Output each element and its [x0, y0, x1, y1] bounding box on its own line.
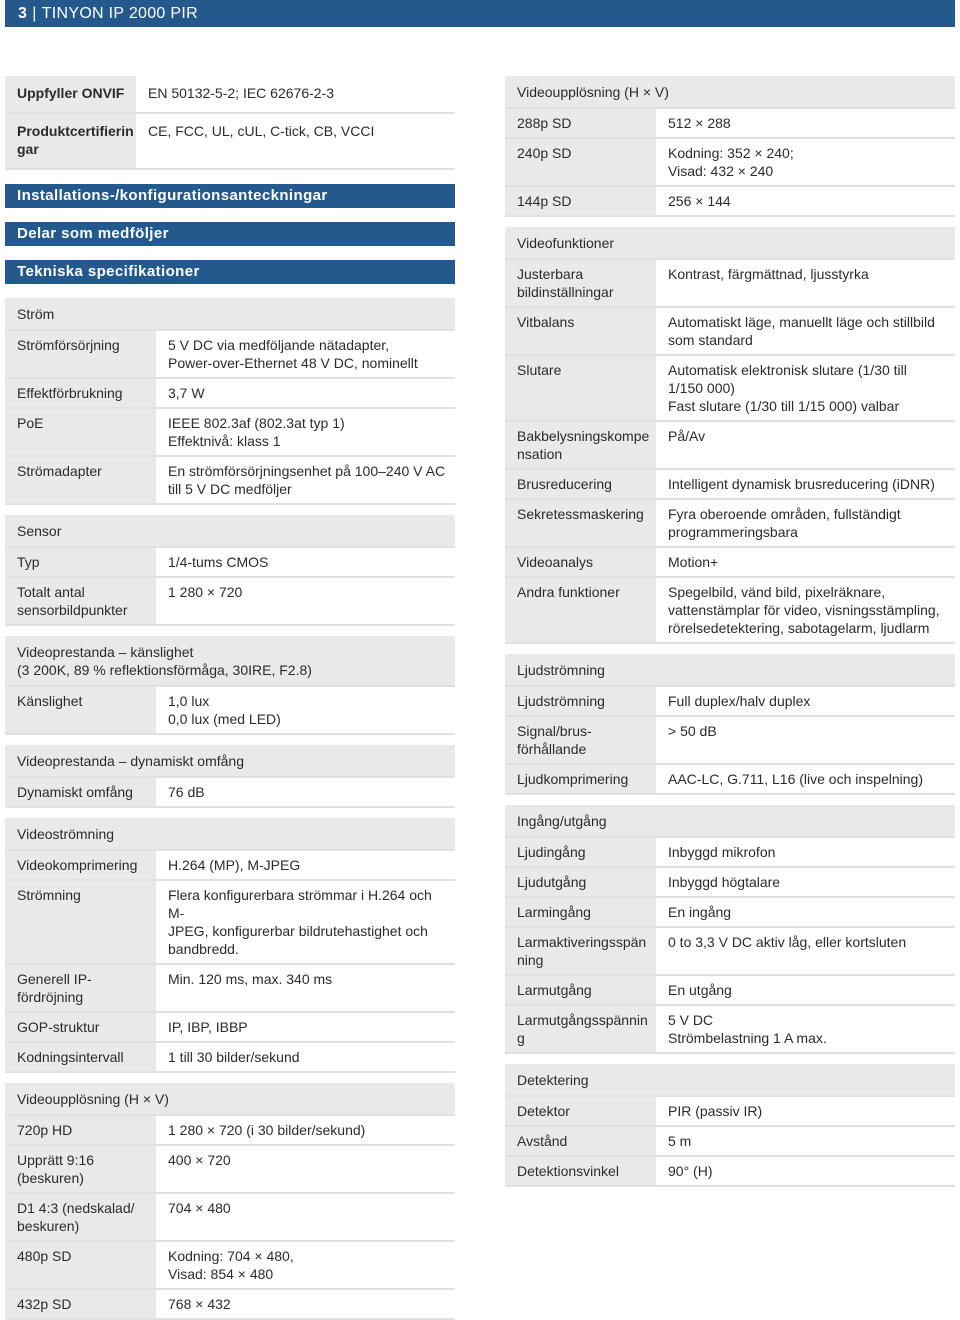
spec-row: [505, 1127, 955, 1157]
spec-value: 5 V DC via medföljande nätadapter, Power-over-Ethernet 48 V DC, nominellt: [168, 337, 418, 371]
spec-row: [505, 109, 955, 139]
spec-row: [5, 1116, 455, 1146]
section-bar: Tekniska specifikationer: [5, 260, 455, 284]
spec-label: 432p SD: [5, 1290, 156, 1318]
spec-row: [5, 379, 455, 409]
section-heading: Videoprestanda – dynamiskt omfång: [5, 745, 455, 778]
spec-label: Signal/brus- förhållande: [505, 717, 656, 763]
spec-row: [5, 1194, 455, 1242]
spec-row: [505, 1157, 955, 1187]
spec-label: Upprätt 9:16 (beskuren): [5, 1146, 156, 1192]
left-column: [5, 76, 455, 1320]
section-heading: Videoupplösning (H × V): [5, 1083, 455, 1116]
spec-label: GOP-struktur: [5, 1013, 156, 1041]
spec-value: EN 50132-5-2; IEC 62676-2-3: [148, 85, 334, 101]
spec-label: Andra funktioner: [505, 578, 656, 642]
header-separator: |: [32, 5, 37, 22]
spec-row: [5, 965, 455, 1013]
spec-value: 1 till 30 bilder/sekund: [168, 1049, 300, 1065]
spec-value: 1 280 × 720 (i 30 bilder/sekund): [168, 1122, 366, 1138]
spec-label: 720p HD: [5, 1116, 156, 1144]
spec-value: Fyra oberoende områden, fullständigt programmeringsbara: [668, 506, 901, 540]
spec-label: Strömning: [5, 881, 156, 963]
spec-label: Strömadapter: [5, 457, 156, 503]
spec-value: 76 dB: [168, 784, 205, 800]
spec-value: > 50 dB: [668, 723, 717, 739]
spec-label: Vitbalans: [505, 308, 656, 354]
spec-value: På/Av: [668, 428, 706, 444]
spec-label: 480p SD: [5, 1242, 156, 1288]
spec-row: [5, 548, 455, 578]
spec-row: [5, 881, 455, 965]
spec-value: Spegelbild, vänd bild, pixelräknare, vattenstämplar för video, visningsstämpling, rörelsedetektering, sabotagelarm, ljudlarm: [668, 584, 940, 636]
section-heading: Ljudströmning: [505, 654, 955, 687]
spec-row: [505, 422, 955, 470]
spec-value: Kodning: 704 × 480, Visad: 854 × 480: [168, 1248, 294, 1282]
spec-value: Min. 120 ms, max. 340 ms: [168, 971, 333, 987]
spec-label: 288p SD: [505, 109, 656, 137]
spec-value: 768 × 432: [168, 1296, 231, 1312]
section-bar: Delar som medföljer: [5, 222, 455, 246]
spec-label: Detektionsvinkel: [505, 1157, 656, 1185]
spec-label: Kodningsintervall: [5, 1043, 156, 1071]
spec-value: 1 280 × 720: [168, 584, 243, 600]
spec-value: H.264 (MP), M-JPEG: [168, 857, 301, 873]
spec-label: Avstånd: [505, 1127, 656, 1155]
spec-label: Generell IP- fördröjning: [5, 965, 156, 1011]
spec-row: [5, 457, 455, 505]
spec-value: 5 V DC Strömbelastning 1 A max.: [668, 1012, 827, 1046]
spec-value: Kodning: 352 × 240; Visad: 432 × 240: [668, 145, 794, 179]
spec-row: [5, 1013, 455, 1043]
spacer: [5, 284, 455, 298]
section-heading: Videoprestanda – känslighet (3 200K, 89 % reflektionsförmåga, 30IRE, F2.8): [5, 636, 455, 687]
spec-value: AAC-LC, G.711, L16 (live och inspelning): [668, 771, 923, 787]
spec-label: Totalt antal sensorbildpunkter: [5, 578, 156, 624]
spec-value: 90° (H): [668, 1163, 713, 1179]
section-heading: Sensor: [5, 515, 455, 548]
spec-row: [505, 187, 955, 217]
spec-row: [505, 1006, 955, 1054]
spec-label: Slutare: [505, 356, 656, 420]
spec-value: 3,7 W: [168, 385, 205, 401]
spec-label: Produktcertifierin gar: [5, 114, 136, 168]
spec-row: [5, 1242, 455, 1290]
spec-row: [505, 139, 955, 187]
spec-label: Uppfyller ONVIF: [5, 76, 136, 112]
section-heading: Videoupplösning (H × V): [505, 76, 955, 109]
spec-row: [5, 578, 455, 626]
spec-row: [505, 838, 955, 868]
spec-row: [5, 687, 455, 735]
spec-value: Kontrast, färgmättnad, ljusstyrka: [668, 266, 869, 282]
spec-value: 256 × 144: [668, 193, 731, 209]
spec-row: [505, 548, 955, 578]
spec-row: [505, 928, 955, 976]
spec-label: Ljudutgång: [505, 868, 656, 896]
spec-label: Larmaktiveringsspän ning: [505, 928, 656, 974]
spec-label: Larmingång: [505, 898, 656, 926]
spec-row: [5, 114, 455, 170]
page-number: 3: [18, 5, 28, 22]
section-heading: Videofunktioner: [505, 227, 955, 260]
spec-value: Inbyggd mikrofon: [668, 844, 776, 860]
spec-label: Dynamiskt omfång: [5, 778, 156, 806]
spec-row: [505, 500, 955, 548]
spec-row: [5, 851, 455, 881]
spec-row: [505, 260, 955, 308]
spec-value: IP, IBP, IBBP: [168, 1019, 248, 1035]
spec-row: [505, 470, 955, 500]
spec-label: Brusreducering: [505, 470, 656, 498]
spec-label: Känslighet: [5, 687, 156, 733]
spec-value: En utgång: [668, 982, 732, 998]
spec-row: [505, 868, 955, 898]
spec-row: [505, 687, 955, 717]
spec-row: [505, 308, 955, 356]
spec-row: [505, 1097, 955, 1127]
spec-value: 512 × 288: [668, 115, 731, 131]
spec-value: En strömförsörjningsenhet på 100–240 V AC till 5 V DC medföljer: [168, 463, 446, 497]
spec-label: Typ: [5, 548, 156, 576]
spec-label: Bakbelysningskompe nsation: [505, 422, 656, 468]
spec-label: Ljudkomprimering: [505, 765, 656, 793]
spec-label: Sekretessmaskering: [505, 500, 656, 546]
spec-label: 144p SD: [505, 187, 656, 215]
spec-value: 1/4-tums CMOS: [168, 554, 269, 570]
spec-value: 1,0 lux 0,0 lux (med LED): [168, 693, 281, 727]
spec-label: Ljudingång: [505, 838, 656, 866]
section-heading: Ström: [5, 298, 455, 331]
spec-row: [505, 976, 955, 1006]
spec-label: 240p SD: [505, 139, 656, 185]
spec-label: Videokomprimering: [5, 851, 156, 879]
spec-label: PoE: [5, 409, 156, 455]
section-bar: Installations-/konfigurationsanteckningar: [5, 184, 455, 208]
spec-value: 5 m: [668, 1133, 692, 1149]
spec-value: 0 to 3,3 V DC aktiv låg, eller kortsluten: [668, 934, 907, 950]
spec-value: Automatiskt läge, manuellt läge och stillbild som standard: [668, 314, 935, 348]
spec-label: Videoanalys: [505, 548, 656, 576]
spec-row: [505, 898, 955, 928]
spec-label: Ljudströmning: [505, 687, 656, 715]
spec-row: [5, 778, 455, 808]
spec-value: Inbyggd högtalare: [668, 874, 781, 890]
spec-value: Full duplex/halv duplex: [668, 693, 811, 709]
spec-row: [5, 331, 455, 379]
spec-row: [505, 578, 955, 644]
spec-label: Strömförsörjning: [5, 331, 156, 377]
section-heading: Videoströmning: [5, 818, 455, 851]
spec-value: PIR (passiv IR): [668, 1103, 763, 1119]
page-header: [5, 0, 955, 27]
spec-value: En ingång: [668, 904, 732, 920]
spec-value: Motion+: [668, 554, 719, 570]
spec-row: [5, 409, 455, 457]
spec-row: [5, 76, 455, 114]
spec-value: 704 × 480: [168, 1200, 231, 1216]
spec-row: [505, 765, 955, 795]
section-heading: Ingång/utgång: [505, 805, 955, 838]
spec-value: IEEE 802.3af (802.3at typ 1) Effektnivå: klass 1: [168, 415, 345, 449]
section-heading: Detektering: [505, 1064, 955, 1097]
spec-value: Flera konfigurerbara strömmar i H.264 och M- JPEG, konfigurerbar bildrutehastighet och bandbredd.: [168, 887, 432, 957]
spec-value: 400 × 720: [168, 1152, 231, 1168]
spec-label: Justerbara bildinställningar: [505, 260, 656, 306]
spec-label: Larmutgång: [505, 976, 656, 1004]
spec-value: Automatisk elektronisk slutare (1/30 till 1/150 000) Fast slutare (1/30 till 1/15 000) valbar: [668, 362, 907, 414]
spec-row: [5, 1146, 455, 1194]
right-column: [505, 76, 955, 1187]
spec-value: Intelligent dynamisk brusreducering (iDNR): [668, 476, 935, 492]
spec-value: CE, FCC, UL, cUL, C-tick, CB, VCCI: [148, 123, 375, 139]
document-title: TINYON IP 2000 PIR: [41, 5, 198, 22]
spec-row: [505, 356, 955, 422]
spec-label: Detektor: [505, 1097, 656, 1125]
spec-row: [5, 1043, 455, 1073]
spec-label: D1 4:3 (nedskalad/ beskuren): [5, 1194, 156, 1240]
spec-label: Larmutgångsspännin g: [505, 1006, 656, 1052]
spec-label: Effektförbrukning: [5, 379, 156, 407]
spec-row: [505, 717, 955, 765]
